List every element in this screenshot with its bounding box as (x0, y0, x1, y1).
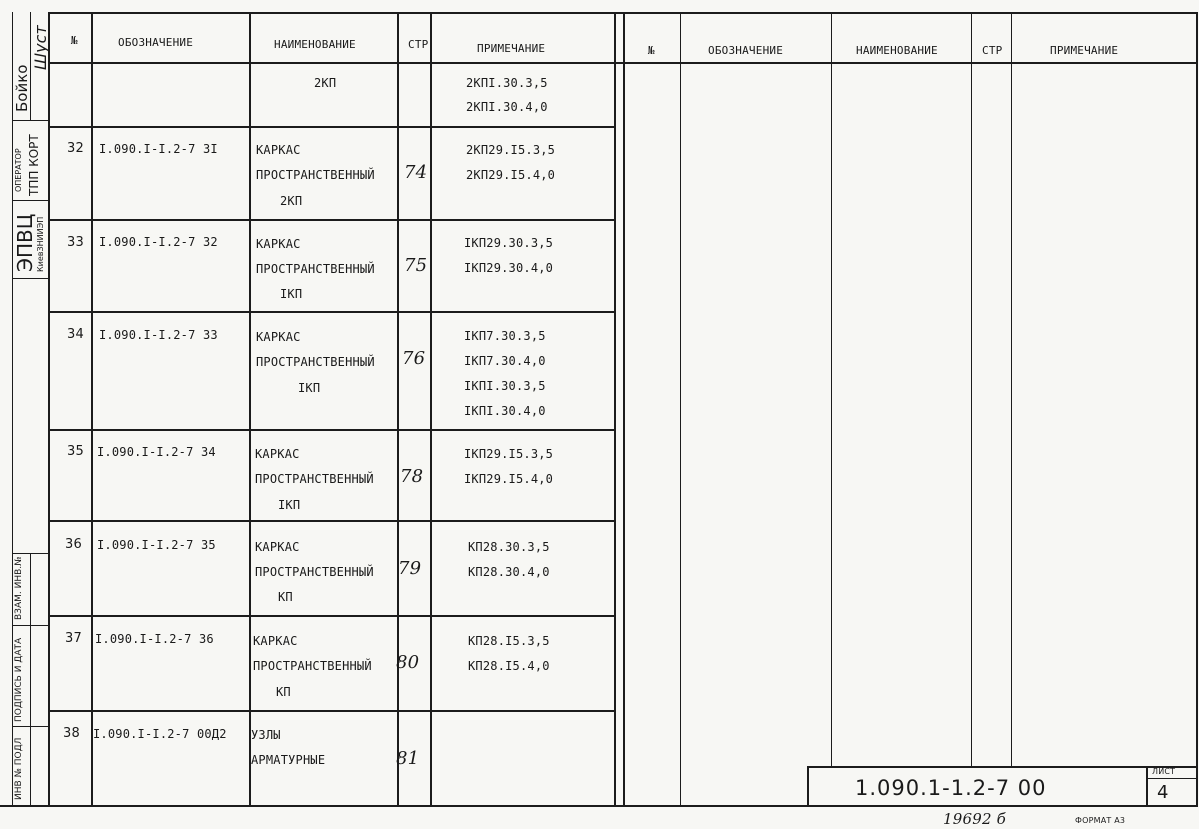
row-note: КП28.30.3,5 (468, 540, 550, 554)
row-note: 2КПI.30.4,0 (466, 100, 548, 114)
row-note: IКП7.30.3,5 (464, 329, 546, 343)
row-name-line: IКП (280, 287, 303, 301)
stamp-number: 19692 б (943, 810, 1007, 828)
header-name: НАИМЕНОВАНИЕ (274, 38, 356, 51)
row-designation: I.090.I-I.2-7 32 (99, 235, 218, 249)
row-name-line: ПРОСТРАНСТВЕННЫЙ (255, 565, 374, 579)
row-name-line: КАРКАС (256, 330, 301, 344)
row-name-line: ПРОСТРАНСТВЕННЫЙ (256, 262, 375, 276)
row-name-line: КП (278, 590, 293, 604)
header-note: ПРИМЕЧАНИЕ (1050, 44, 1119, 57)
row-name-line: ПРОСТРАНСТВЕННЫЙ (255, 472, 374, 486)
row-note: КП28.I5.3,5 (468, 634, 550, 648)
sidebar-vzam-label: ВЗАМ. ИНВ.№ (14, 556, 24, 620)
row-designation: I.090.I-I.2-7 34 (97, 445, 216, 459)
sidebar-inv-label: ИНВ № ПОДЛ (14, 737, 24, 800)
row-note: IКП7.30.4,0 (464, 354, 546, 368)
row-page: 79 (398, 558, 422, 579)
row-designation: I.090.I-I.2-7 33 (99, 328, 218, 342)
row-number: 35 (67, 444, 84, 459)
row-page: 74 (404, 162, 428, 183)
row-note: IКПI.30.3,5 (464, 379, 546, 393)
header-num: № (71, 34, 78, 47)
row-name-line: АРМАТУРНЫЕ (251, 753, 326, 767)
row-page: 81 (396, 748, 420, 769)
header-note: ПРИМЕЧАНИЕ (477, 42, 546, 55)
row-number: 32 (67, 141, 84, 156)
row-name-line: ПРОСТРАНСТВЕННЫЙ (256, 355, 375, 369)
sidebar-operator-value: ТПП КОРТ (27, 134, 41, 196)
header-designation: ОБОЗНАЧЕНИЕ (118, 36, 194, 49)
header-num: № (648, 44, 655, 57)
row-designation: I.090.I-I.2-7 35 (97, 538, 216, 552)
sidebar-signature: Шуст (31, 25, 50, 70)
sidebar-org: ЭПВЦ (13, 213, 37, 272)
document-code: 1.090.1-1.2-7 00 (855, 776, 1047, 800)
sheet-label: ЛИСТ (1152, 767, 1176, 776)
row-note: 2КП29.I5.3,5 (466, 143, 556, 157)
row-note: КП28.30.4,0 (468, 565, 550, 579)
sheet-number: 4 (1157, 782, 1169, 803)
row-name-line: 2КП (280, 194, 303, 208)
row-note: IКП29.I5.4,0 (464, 472, 554, 486)
row-note: IКП29.30.3,5 (464, 236, 554, 250)
row-number: 37 (65, 631, 82, 646)
row-name-line: КАРКАС (256, 237, 301, 251)
row-name-line: IКП (278, 498, 301, 512)
header-name: НАИМЕНОВАНИЕ (856, 44, 938, 57)
row-page: 75 (404, 255, 428, 276)
row-name-line: КАРКАС (255, 540, 300, 554)
row-designation: I.090.I-I.2-7 36 (95, 632, 214, 646)
row-number: 34 (67, 327, 84, 342)
row-note: IКП29.30.4,0 (464, 261, 554, 275)
row-note: 2КПI.30.3,5 (466, 76, 548, 90)
sidebar-podpis-label: ПОДПИСЬ И ДАТА (14, 637, 24, 722)
row-note: 2КП29.I5.4,0 (466, 168, 556, 182)
row-designation: I.090.I-I.2-7 00Д2 (93, 727, 227, 741)
row-name-line: УЗЛЫ (251, 728, 281, 742)
row-page: 78 (400, 466, 424, 487)
row-number: 38 (63, 726, 80, 741)
header-designation: ОБОЗНАЧЕНИЕ (708, 44, 784, 57)
row-name-line: IКП (298, 381, 321, 395)
row-number: 36 (65, 537, 82, 552)
sidebar-name: Бойко (13, 64, 31, 112)
header-page: СТР (982, 44, 1003, 57)
row-note: КП28.I5.4,0 (468, 659, 550, 673)
format-label: ФОРМАТ А3 (1075, 816, 1126, 825)
row-note: IКП29.I5.3,5 (464, 447, 554, 461)
row-name-line: КАРКАС (253, 634, 298, 648)
row-name-line: КП (276, 685, 291, 699)
sidebar-org-sub: КиевЗНИИЭП (36, 216, 45, 272)
sidebar-operator-label: ОПЕРАТОР (14, 148, 23, 192)
row-name-line: ПРОСТРАНСТВЕННЫЙ (253, 659, 372, 673)
row-name-line: 2КП (314, 76, 337, 90)
row-name-line: КАРКАС (255, 447, 300, 461)
row-page: 76 (402, 348, 426, 369)
header-page: СТР (408, 38, 429, 51)
row-name-line: КАРКАС (256, 143, 301, 157)
row-designation: I.090.I-I.2-7 3I (99, 142, 218, 156)
row-page: 80 (396, 652, 420, 673)
row-note: IКПI.30.4,0 (464, 404, 546, 418)
row-number: 33 (67, 235, 84, 250)
row-name-line: ПРОСТРАНСТВЕННЫЙ (256, 168, 375, 182)
